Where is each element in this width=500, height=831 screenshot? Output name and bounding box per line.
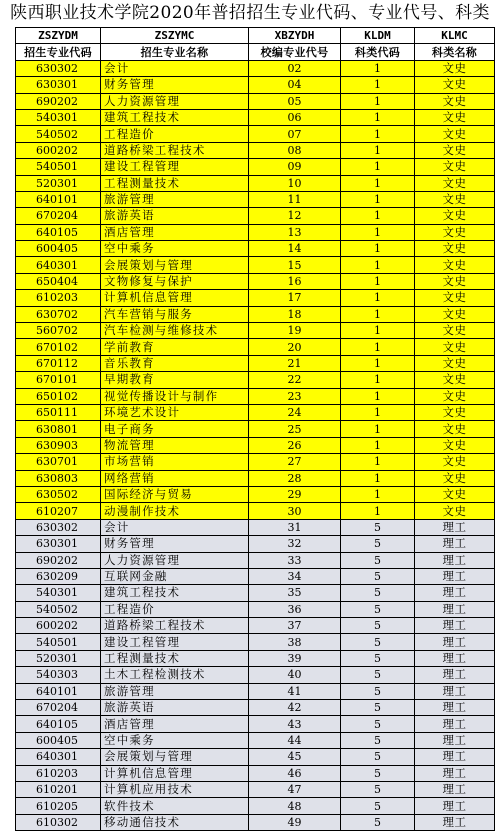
table-row [16, 798, 495, 814]
school-code-cell: 17 [249, 290, 341, 306]
program-code-cell: 650111 [16, 404, 101, 420]
table-row [16, 568, 495, 584]
header-cell: 校编专业代号 [249, 44, 341, 60]
table-row [16, 634, 495, 650]
category-code-cell: 1 [341, 257, 415, 273]
table-row [16, 339, 495, 355]
table-row [16, 437, 495, 453]
header-cell: KLMC [415, 28, 495, 44]
program-code-cell: 670112 [16, 355, 101, 371]
header-row-chinese [16, 44, 495, 60]
program-name-cell: 市场营销 [101, 454, 249, 470]
category-code-cell: 1 [341, 339, 415, 355]
school-code-cell: 09 [249, 159, 341, 175]
program-code-cell: 520301 [16, 650, 101, 666]
program-name-cell: 土木工程检测技术 [101, 667, 249, 683]
category-name-cell: 理工 [415, 519, 495, 535]
school-code-cell: 18 [249, 306, 341, 322]
program-code-cell: 540501 [16, 159, 101, 175]
program-code-cell: 690202 [16, 93, 101, 109]
table-row [16, 388, 495, 404]
school-code-cell: 13 [249, 224, 341, 240]
program-name-cell: 工程测量技术 [101, 650, 249, 666]
program-name-cell: 酒店管理 [101, 716, 249, 732]
school-code-cell: 42 [249, 700, 341, 716]
program-code-cell: 540303 [16, 667, 101, 683]
program-name-cell: 会计 [101, 60, 249, 76]
program-code-cell: 630801 [16, 421, 101, 437]
program-name-cell: 会展策划与管理 [101, 257, 249, 273]
category-name-cell: 理工 [415, 700, 495, 716]
category-code-cell: 5 [341, 814, 415, 830]
category-code-cell: 1 [341, 241, 415, 257]
category-name-cell: 理工 [415, 814, 495, 830]
category-code-cell: 5 [341, 536, 415, 552]
category-name-cell: 文史 [415, 437, 495, 453]
program-code-cell: 670204 [16, 700, 101, 716]
table-row [16, 273, 495, 289]
category-code-cell: 1 [341, 503, 415, 519]
table-row [16, 372, 495, 388]
header-cell: ZSZYMC [101, 28, 249, 44]
category-name-cell: 文史 [415, 355, 495, 371]
program-name-cell: 道路桥梁工程技术 [101, 142, 249, 158]
category-code-cell: 5 [341, 765, 415, 781]
category-code-cell: 5 [341, 798, 415, 814]
category-name-cell: 文史 [415, 421, 495, 437]
category-code-cell: 5 [341, 585, 415, 601]
category-code-cell: 1 [341, 470, 415, 486]
category-name-cell: 理工 [415, 765, 495, 781]
program-code-cell: 630302 [16, 60, 101, 76]
table-row [16, 650, 495, 666]
table-row [16, 159, 495, 175]
school-code-cell: 24 [249, 404, 341, 420]
program-name-cell: 计算机应用技术 [101, 781, 249, 797]
table-row [16, 732, 495, 748]
program-name-cell: 音乐教育 [101, 355, 249, 371]
school-code-cell: 47 [249, 781, 341, 797]
category-name-cell: 理工 [415, 798, 495, 814]
category-name-cell: 理工 [415, 634, 495, 650]
program-code-cell: 630301 [16, 536, 101, 552]
category-name-cell: 文史 [415, 126, 495, 142]
category-name-cell: 文史 [415, 241, 495, 257]
table-row [16, 224, 495, 240]
program-name-cell: 文物修复与保护 [101, 273, 249, 289]
program-code-cell: 630702 [16, 306, 101, 322]
header-cell: 科类代码 [341, 44, 415, 60]
school-code-cell: 45 [249, 749, 341, 765]
category-name-cell: 文史 [415, 60, 495, 76]
category-code-cell: 5 [341, 601, 415, 617]
program-code-cell: 640101 [16, 191, 101, 207]
program-name-cell: 建筑工程技术 [101, 109, 249, 125]
program-code-cell: 610302 [16, 814, 101, 830]
category-name-cell: 文史 [415, 470, 495, 486]
category-name-cell: 文史 [415, 372, 495, 388]
program-name-cell: 酒店管理 [101, 224, 249, 240]
category-name-cell: 文史 [415, 454, 495, 470]
program-name-cell: 软件技术 [101, 798, 249, 814]
program-code-cell: 630803 [16, 470, 101, 486]
header-row-english [16, 28, 495, 44]
school-code-cell: 48 [249, 798, 341, 814]
school-code-cell: 19 [249, 323, 341, 339]
table-row [16, 519, 495, 535]
school-code-cell: 31 [249, 519, 341, 535]
program-name-cell: 工程造价 [101, 601, 249, 617]
category-name-cell: 理工 [415, 601, 495, 617]
table-row [16, 404, 495, 420]
table-row [16, 454, 495, 470]
category-code-cell: 1 [341, 60, 415, 76]
program-code-cell: 600405 [16, 732, 101, 748]
category-name-cell: 理工 [415, 781, 495, 797]
table-row [16, 142, 495, 158]
program-code-cell: 610205 [16, 798, 101, 814]
school-code-cell: 06 [249, 109, 341, 125]
program-name-cell: 电子商务 [101, 421, 249, 437]
school-code-cell: 44 [249, 732, 341, 748]
program-code-cell: 630701 [16, 454, 101, 470]
program-code-cell: 640105 [16, 224, 101, 240]
school-code-cell: 37 [249, 618, 341, 634]
table-row [16, 93, 495, 109]
program-code-cell: 540501 [16, 634, 101, 650]
school-code-cell: 34 [249, 568, 341, 584]
program-code-cell: 520301 [16, 175, 101, 191]
category-code-cell: 5 [341, 650, 415, 666]
program-code-cell: 560702 [16, 323, 101, 339]
category-code-cell: 5 [341, 749, 415, 765]
program-code-cell: 690202 [16, 552, 101, 568]
school-code-cell: 20 [249, 339, 341, 355]
table-row [16, 175, 495, 191]
table-row [16, 486, 495, 502]
category-name-cell: 文史 [415, 224, 495, 240]
category-name-cell: 文史 [415, 93, 495, 109]
program-name-cell: 人力资源管理 [101, 93, 249, 109]
category-name-cell: 理工 [415, 618, 495, 634]
school-code-cell: 49 [249, 814, 341, 830]
program-code-cell: 610203 [16, 765, 101, 781]
program-code-cell: 540301 [16, 585, 101, 601]
category-name-cell: 理工 [415, 650, 495, 666]
table-row [16, 109, 495, 125]
program-name-cell: 汽车营销与服务 [101, 306, 249, 322]
table-row [16, 257, 495, 273]
school-code-cell: 38 [249, 634, 341, 650]
school-code-cell: 29 [249, 486, 341, 502]
school-code-cell: 08 [249, 142, 341, 158]
header-cell: XBZYDH [249, 28, 341, 44]
program-code-cell: 640301 [16, 749, 101, 765]
school-code-cell: 46 [249, 765, 341, 781]
category-code-cell: 1 [341, 273, 415, 289]
category-code-cell: 1 [341, 437, 415, 453]
category-code-cell: 1 [341, 208, 415, 224]
category-code-cell: 1 [341, 126, 415, 142]
program-code-table [15, 27, 495, 831]
program-code-cell: 640101 [16, 683, 101, 699]
program-name-cell: 工程造价 [101, 126, 249, 142]
table-row [16, 716, 495, 732]
category-name-cell: 理工 [415, 716, 495, 732]
category-name-cell: 理工 [415, 552, 495, 568]
table-row [16, 781, 495, 797]
category-name-cell: 理工 [415, 536, 495, 552]
program-name-cell: 网络营销 [101, 470, 249, 486]
table-row [16, 208, 495, 224]
category-code-cell: 1 [341, 404, 415, 420]
category-code-cell: 1 [341, 323, 415, 339]
program-code-cell: 600202 [16, 142, 101, 158]
category-code-cell: 5 [341, 519, 415, 535]
header-cell: 招生专业代码 [16, 44, 101, 60]
program-name-cell: 互联网金融 [101, 568, 249, 584]
school-code-cell: 11 [249, 191, 341, 207]
table-row [16, 306, 495, 322]
category-name-cell: 理工 [415, 749, 495, 765]
program-code-cell: 650102 [16, 388, 101, 404]
table-row [16, 683, 495, 699]
category-name-cell: 文史 [415, 306, 495, 322]
program-code-cell: 610203 [16, 290, 101, 306]
program-name-cell: 视觉传播设计与制作 [101, 388, 249, 404]
program-name-cell: 计算机信息管理 [101, 290, 249, 306]
table-row [16, 503, 495, 519]
category-code-cell: 5 [341, 552, 415, 568]
program-name-cell: 旅游英语 [101, 700, 249, 716]
table-row [16, 191, 495, 207]
category-code-cell: 1 [341, 109, 415, 125]
table-row [16, 60, 495, 76]
school-code-cell: 23 [249, 388, 341, 404]
program-name-cell: 汽车检测与维修技术 [101, 323, 249, 339]
school-code-cell: 15 [249, 257, 341, 273]
school-code-cell: 35 [249, 585, 341, 601]
table-row [16, 290, 495, 306]
category-name-cell: 文史 [415, 503, 495, 519]
table-row [16, 470, 495, 486]
school-code-cell: 27 [249, 454, 341, 470]
category-code-cell: 5 [341, 634, 415, 650]
table-row [16, 618, 495, 634]
program-code-cell: 630302 [16, 519, 101, 535]
category-name-cell: 文史 [415, 404, 495, 420]
table-row [16, 552, 495, 568]
table-row [16, 355, 495, 371]
table-row [16, 126, 495, 142]
school-code-cell: 10 [249, 175, 341, 191]
category-name-cell: 理工 [415, 667, 495, 683]
program-name-cell: 财务管理 [101, 536, 249, 552]
category-code-cell: 1 [341, 77, 415, 93]
program-code-cell: 600202 [16, 618, 101, 634]
category-code-cell: 1 [341, 175, 415, 191]
school-code-cell: 04 [249, 77, 341, 93]
table-row [16, 700, 495, 716]
category-name-cell: 文史 [415, 339, 495, 355]
category-name-cell: 文史 [415, 388, 495, 404]
header-cell: 招生专业名称 [101, 44, 249, 60]
table-row [16, 765, 495, 781]
category-name-cell: 文史 [415, 191, 495, 207]
header-cell: KLDM [341, 28, 415, 44]
program-name-cell: 建设工程管理 [101, 159, 249, 175]
header-cell: ZSZYDM [16, 28, 101, 44]
program-name-cell: 会展策划与管理 [101, 749, 249, 765]
program-name-cell: 学前教育 [101, 339, 249, 355]
school-code-cell: 02 [249, 60, 341, 76]
category-code-cell: 5 [341, 568, 415, 584]
table-row [16, 601, 495, 617]
program-code-cell: 650404 [16, 273, 101, 289]
program-code-cell: 640105 [16, 716, 101, 732]
category-name-cell: 文史 [415, 159, 495, 175]
category-code-cell: 1 [341, 191, 415, 207]
program-name-cell: 旅游管理 [101, 683, 249, 699]
school-code-cell: 16 [249, 273, 341, 289]
category-code-cell: 1 [341, 388, 415, 404]
school-code-cell: 12 [249, 208, 341, 224]
school-code-cell: 30 [249, 503, 341, 519]
category-code-cell: 5 [341, 700, 415, 716]
program-name-cell: 早期教育 [101, 372, 249, 388]
program-code-cell: 600405 [16, 241, 101, 257]
school-code-cell: 25 [249, 421, 341, 437]
school-code-cell: 33 [249, 552, 341, 568]
program-code-cell: 670204 [16, 208, 101, 224]
program-name-cell: 财务管理 [101, 77, 249, 93]
program-name-cell: 物流管理 [101, 437, 249, 453]
program-code-cell: 630301 [16, 77, 101, 93]
category-name-cell: 文史 [415, 273, 495, 289]
school-code-cell: 43 [249, 716, 341, 732]
program-name-cell: 会计 [101, 519, 249, 535]
program-name-cell: 工程测量技术 [101, 175, 249, 191]
category-code-cell: 5 [341, 732, 415, 748]
program-code-cell: 630209 [16, 568, 101, 584]
program-name-cell: 动漫制作技术 [101, 503, 249, 519]
program-code-cell: 630903 [16, 437, 101, 453]
category-name-cell: 文史 [415, 323, 495, 339]
category-name-cell: 文史 [415, 77, 495, 93]
category-name-cell: 文史 [415, 486, 495, 502]
category-name-cell: 文史 [415, 257, 495, 273]
category-name-cell: 文史 [415, 142, 495, 158]
program-name-cell: 移动通信技术 [101, 814, 249, 830]
table-row [16, 421, 495, 437]
table-row [16, 667, 495, 683]
program-code-cell: 540502 [16, 126, 101, 142]
program-name-cell: 国际经济与贸易 [101, 486, 249, 502]
category-code-cell: 1 [341, 454, 415, 470]
table-row [16, 814, 495, 830]
program-name-cell: 建设工程管理 [101, 634, 249, 650]
school-code-cell: 39 [249, 650, 341, 666]
program-code-cell: 670102 [16, 339, 101, 355]
category-code-cell: 1 [341, 159, 415, 175]
program-code-cell: 630502 [16, 486, 101, 502]
category-name-cell: 理工 [415, 683, 495, 699]
program-code-cell: 610201 [16, 781, 101, 797]
program-name-cell: 空中乘务 [101, 241, 249, 257]
table-row [16, 77, 495, 93]
school-code-cell: 22 [249, 372, 341, 388]
program-name-cell: 旅游英语 [101, 208, 249, 224]
category-code-cell: 5 [341, 683, 415, 699]
category-code-cell: 1 [341, 290, 415, 306]
category-name-cell: 文史 [415, 208, 495, 224]
program-name-cell: 旅游管理 [101, 191, 249, 207]
program-name-cell: 人力资源管理 [101, 552, 249, 568]
table-row [16, 536, 495, 552]
category-name-cell: 理工 [415, 585, 495, 601]
category-code-cell: 5 [341, 667, 415, 683]
program-code-cell: 670101 [16, 372, 101, 388]
category-name-cell: 文史 [415, 109, 495, 125]
program-name-cell: 计算机信息管理 [101, 765, 249, 781]
table-row [16, 585, 495, 601]
table-row [16, 241, 495, 257]
program-code-cell: 540502 [16, 601, 101, 617]
program-name-cell: 建筑工程技术 [101, 585, 249, 601]
program-code-cell: 610207 [16, 503, 101, 519]
category-name-cell: 理工 [415, 732, 495, 748]
school-code-cell: 07 [249, 126, 341, 142]
category-code-cell: 1 [341, 421, 415, 437]
school-code-cell: 41 [249, 683, 341, 699]
category-code-cell: 1 [341, 355, 415, 371]
school-code-cell: 05 [249, 93, 341, 109]
program-code-cell: 540301 [16, 109, 101, 125]
category-code-cell: 5 [341, 781, 415, 797]
category-code-cell: 5 [341, 716, 415, 732]
program-name-cell: 环境艺术设计 [101, 404, 249, 420]
school-code-cell: 32 [249, 536, 341, 552]
table-row [16, 749, 495, 765]
category-code-cell: 1 [341, 224, 415, 240]
category-code-cell: 1 [341, 486, 415, 502]
school-code-cell: 26 [249, 437, 341, 453]
school-code-cell: 36 [249, 601, 341, 617]
school-code-cell: 28 [249, 470, 341, 486]
category-name-cell: 文史 [415, 175, 495, 191]
category-code-cell: 1 [341, 142, 415, 158]
school-code-cell: 21 [249, 355, 341, 371]
program-name-cell: 道路桥梁工程技术 [101, 618, 249, 634]
program-code-cell: 640301 [16, 257, 101, 273]
header-cell: 科类名称 [415, 44, 495, 60]
category-code-cell: 1 [341, 372, 415, 388]
school-code-cell: 40 [249, 667, 341, 683]
category-code-cell: 1 [341, 93, 415, 109]
table-row [16, 323, 495, 339]
category-code-cell: 5 [341, 618, 415, 634]
document-title: 陕西职业技术学院2020年普招招生专业代码、专业代号、科类 [10, 3, 490, 23]
school-code-cell: 14 [249, 241, 341, 257]
program-name-cell: 空中乘务 [101, 732, 249, 748]
category-name-cell: 文史 [415, 290, 495, 306]
category-name-cell: 理工 [415, 568, 495, 584]
category-code-cell: 1 [341, 306, 415, 322]
